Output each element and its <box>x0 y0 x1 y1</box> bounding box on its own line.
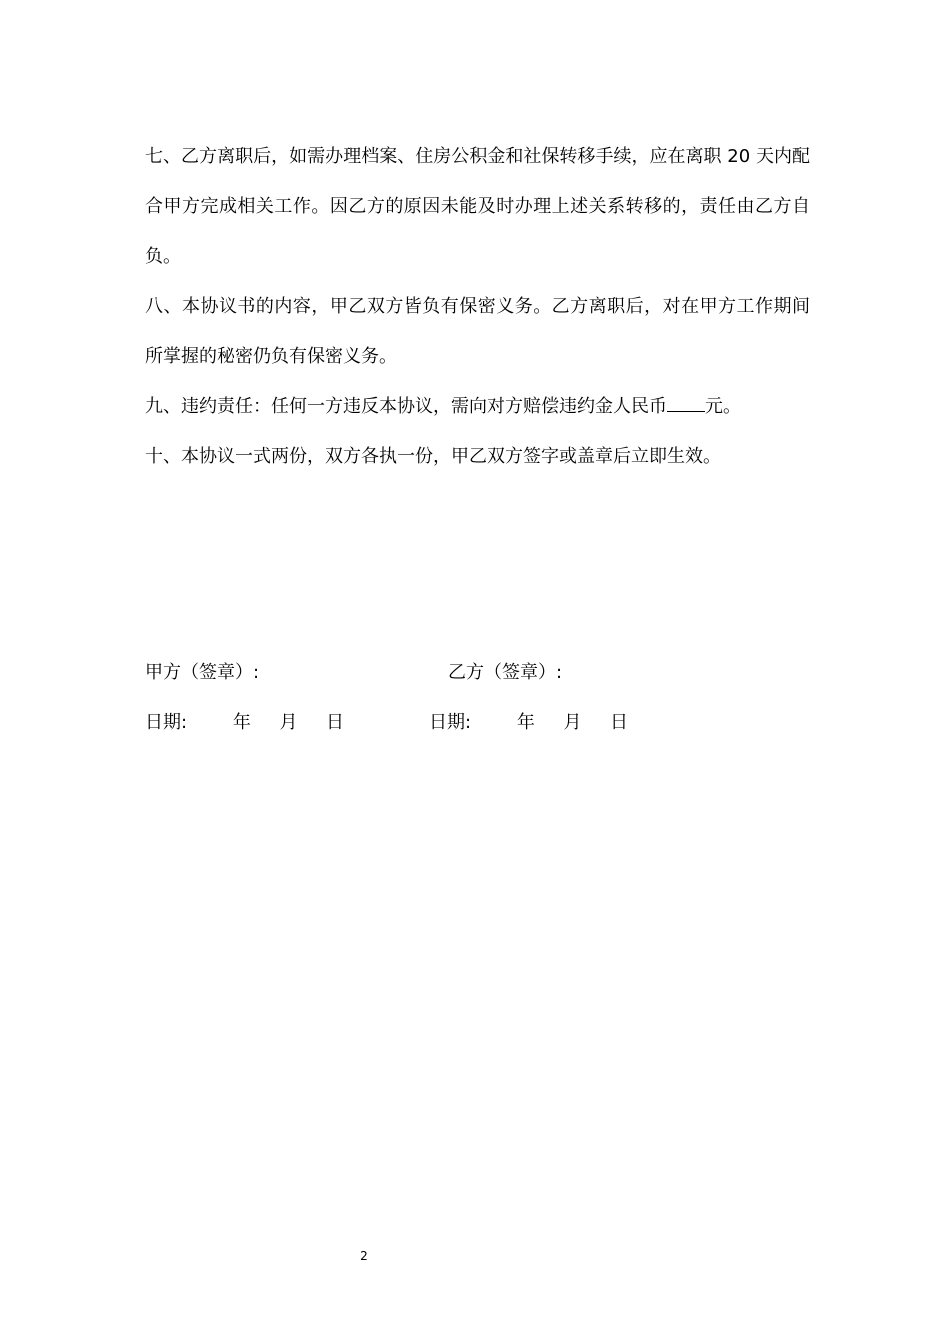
clause-nine <box>145 382 810 432</box>
party-a-date-line: 日期: 年 月 日 <box>145 712 345 733</box>
clause-nine-text: 九、违约责任：任何一方违反本协议，需向对方赔偿违约金人民币 <box>145 396 667 417</box>
clause-seven: 七、乙方离职后，如需办理档案、住房公积金和社保转移手续，应在离职 20 天内配合甲方完成相关工作。因乙方的原因未能及时办理上述关系转移的，责任由乙方自负。 <box>145 146 810 267</box>
clause-ten: 十、本协议一式两份，双方各执一份，甲乙双方签字或盖章后立即生效。 <box>145 446 721 467</box>
party-b-date-line: 日期: 年 月 日 <box>429 712 629 733</box>
page-number: 2 <box>360 1249 368 1263</box>
agreement-clauses <box>145 132 810 482</box>
party-a-signature-label: 甲方（签章）: <box>145 662 260 683</box>
clause-eight: 八、本协议书的内容，甲乙双方皆负有保密义务。乙方离职后，对在甲方工作期间所掌握的秘密仍负有保密义务。 <box>145 296 810 367</box>
party-b-signature-label: 乙方（签章）: <box>448 662 563 683</box>
penalty-amount-blank <box>667 395 705 412</box>
clause-nine-unit: 元。 <box>705 396 741 417</box>
